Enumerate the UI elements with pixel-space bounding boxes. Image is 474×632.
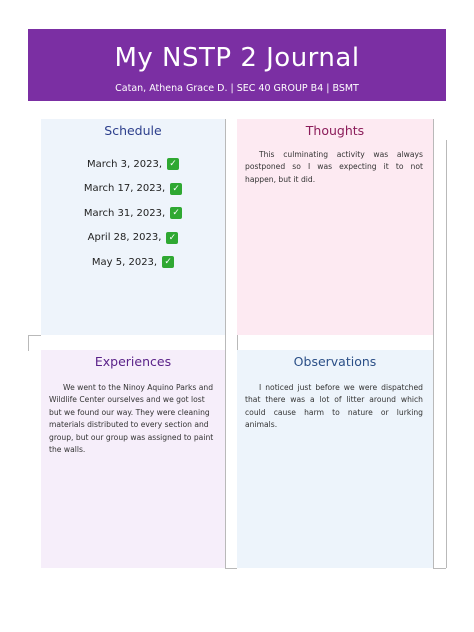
experiences-text: We went to the Ninoy Aquino Parks and Wildlife Center ourselves and we got lost but we found our way. They were cleaning materials distributed to every section and group, but our group was assigned to paint the walls. xyxy=(49,383,214,455)
grid-line xyxy=(446,140,447,568)
check-mark-icon: ✓ xyxy=(162,256,174,268)
schedule-panel xyxy=(41,119,225,335)
check-mark-icon: ✓ xyxy=(170,207,182,219)
observations-heading: Observations xyxy=(293,354,377,369)
schedule-heading: Schedule xyxy=(104,123,162,138)
grid-line xyxy=(225,568,237,569)
schedule-item xyxy=(41,226,225,251)
check-mark-icon: ✓ xyxy=(170,183,182,195)
grid-line xyxy=(433,568,446,569)
schedule-item xyxy=(41,177,225,202)
schedule-date: March 31, 2023, xyxy=(83,207,166,219)
schedule-date: March 3, 2023, xyxy=(86,158,162,170)
schedule-date: April 28, 2023, xyxy=(87,232,162,244)
thoughts-text: This culminating activity was always postponed so I was expecting it to not happen, but it did. xyxy=(245,150,423,184)
schedule-item xyxy=(41,250,225,275)
grid-line xyxy=(28,335,29,351)
check-mark-icon: ✓ xyxy=(166,232,178,244)
schedule-item xyxy=(41,152,225,177)
experiences-panel xyxy=(41,350,225,568)
experiences-heading: Experiences xyxy=(94,354,172,369)
check-mark-icon: ✓ xyxy=(167,158,179,170)
observations-panel xyxy=(237,350,433,568)
schedule-list xyxy=(41,152,225,275)
schedule-date: May 5, 2023, xyxy=(91,256,158,268)
grid-line xyxy=(433,119,434,568)
journal-title: My NSTP 2 Journal xyxy=(114,43,360,73)
schedule-date: March 17, 2023, xyxy=(83,183,166,195)
journal-subtitle: Catan, Athena Grace D. | SEC 40 GROUP B4 | BSMT xyxy=(115,83,359,94)
thoughts-panel xyxy=(237,119,433,335)
thoughts-heading: Thoughts xyxy=(305,123,365,138)
observations-text: I noticed just before we were dispatched that there was a lot of litter around which could cause harm to nature or lurking animals. xyxy=(245,383,423,430)
schedule-item xyxy=(41,201,225,226)
grid-line xyxy=(28,335,41,336)
grid-line xyxy=(225,119,226,568)
